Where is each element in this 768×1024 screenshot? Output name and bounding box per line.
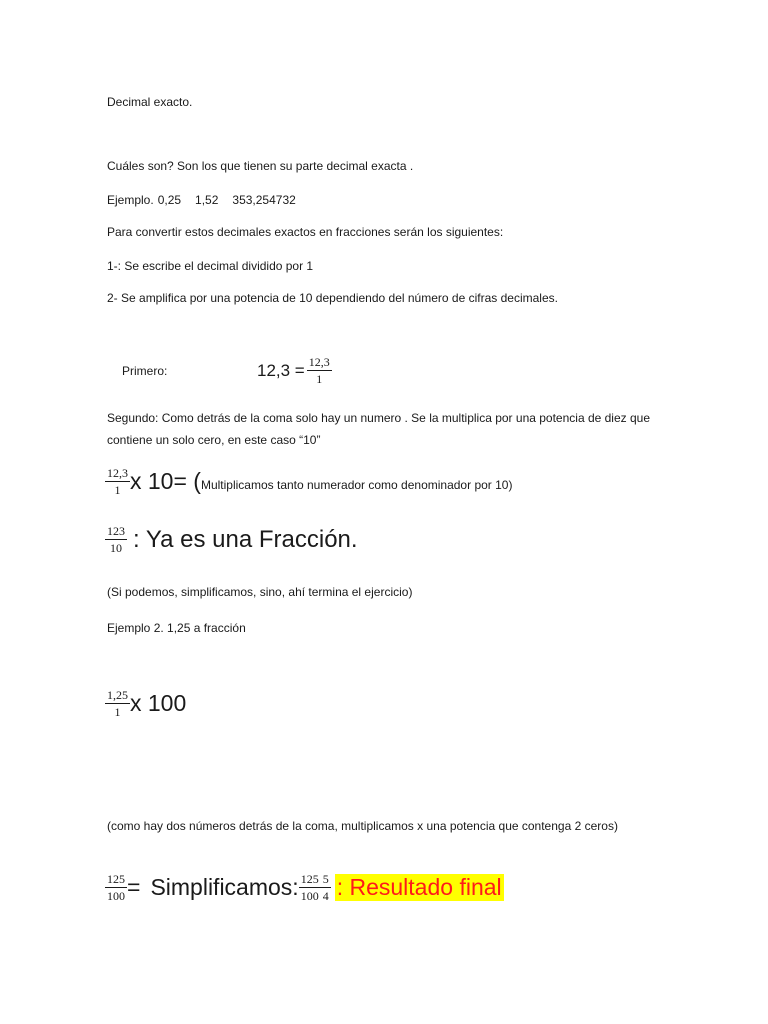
- simplify-fraction: [299, 872, 321, 903]
- definition-text: Cuáles son? Son los que tienen su parte decimal exacta .: [107, 159, 414, 173]
- mult-1-operator: x 10= (: [130, 468, 201, 494]
- multiplication-1-row: [105, 466, 512, 497]
- fraction-denominator: 10: [110, 541, 122, 555]
- final-fraction: [105, 872, 127, 903]
- fraction-numerator: 5: [322, 872, 329, 886]
- fraction-denominator: 1: [114, 483, 121, 497]
- fraction-numerator: 1,25: [107, 688, 128, 702]
- fraction-denominator: 4: [322, 889, 329, 903]
- final-equals: =: [127, 874, 141, 900]
- example-1-label: Ejemplo.: [107, 193, 154, 207]
- fraction-denominator: 1: [316, 372, 323, 386]
- page-heading: Decimal exacto.: [107, 95, 193, 109]
- intro-text: Para convertir estos decimales exactos en fracciones serán los siguientes:: [107, 225, 504, 239]
- simplified-fraction: [321, 872, 331, 903]
- primero-row: [122, 355, 332, 386]
- fraction-denominator: 100: [107, 889, 125, 903]
- simplify-label: Simplificamos:: [150, 874, 299, 900]
- primero-lhs: 12,3 =: [257, 360, 305, 380]
- mult-1-note: Multiplicamos tanto numerador como denominador por 10): [200, 477, 513, 492]
- step-2-text: 2- Se amplifica por una potencia de 10 dependiendo del número de cifras decimales.: [107, 291, 558, 305]
- multiplication-2-row: [105, 688, 186, 719]
- result-1-text: : Ya es una Fracción.: [133, 525, 358, 553]
- primero-fraction: [307, 355, 332, 386]
- fraction-denominator: 1: [114, 705, 121, 719]
- fraction-numerator: 123: [107, 524, 125, 538]
- result-1-row: [105, 524, 358, 555]
- mult-2-fraction: [105, 688, 130, 719]
- explanation-2-text: (como hay dos números detrás de la coma, multiplicamos x una potencia que contenga 2 ceros): [107, 819, 618, 833]
- example-2-heading: Ejemplo 2. 1,25 a fracción: [107, 621, 246, 635]
- primero-label: Primero:: [122, 363, 168, 378]
- step-1-text: 1-: Se escribe el decimal dividido por 1: [107, 259, 314, 273]
- fraction-numerator: 12,3: [308, 355, 330, 369]
- fraction-numerator: 125: [300, 872, 319, 886]
- simplify-note: (Si podemos, simplificamos, sino, ahí termina el ejercicio): [107, 585, 413, 599]
- mult-1-fraction: [105, 466, 130, 497]
- example-1-value: 353,254732: [232, 193, 296, 207]
- final-row: [105, 872, 504, 903]
- example-1-value: 1,52: [195, 193, 219, 207]
- segundo-text: Segundo: Como detrás de la coma solo hay un numero . Se la multiplica por una potencia de diez que contiene un solo cero, en este caso “10”: [107, 411, 650, 447]
- final-result-highlight: : Resultado final: [336, 874, 502, 900]
- fraction-numerator: 12,3: [107, 466, 128, 480]
- fraction-numerator: 125: [107, 872, 125, 886]
- result-1-fraction: [105, 524, 127, 555]
- example-1-value: 0,25: [157, 193, 182, 207]
- example-1-line: [107, 192, 310, 208]
- mult-2-operator: x 100: [130, 690, 187, 716]
- fraction-denominator: 100: [300, 889, 319, 903]
